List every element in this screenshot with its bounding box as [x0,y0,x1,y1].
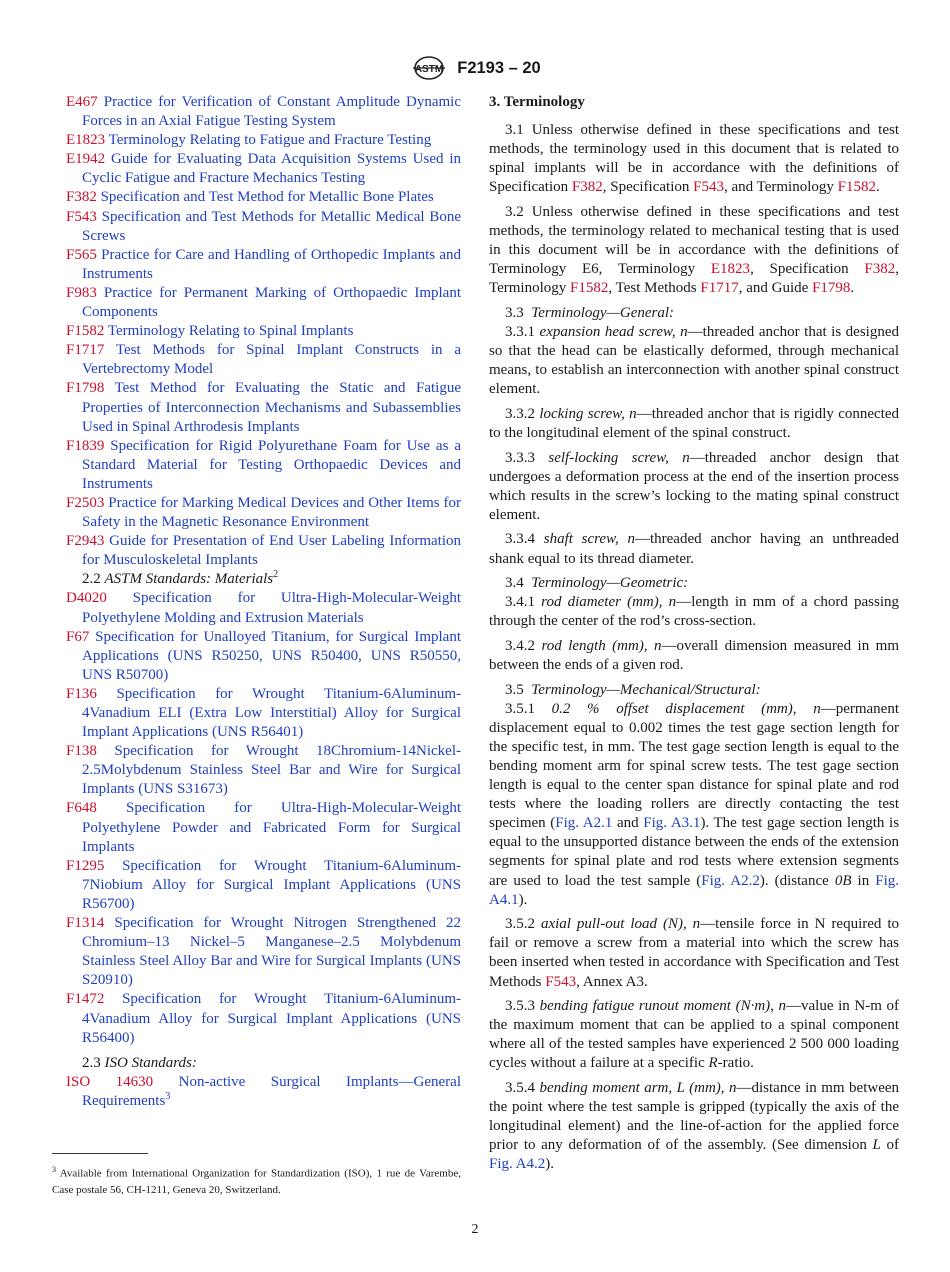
link-fig-a4-1[interactable]: Fig. A4.1 [489,872,900,908]
reference-title-link[interactable]: Terminology Relating to Spinal Implants [107,323,354,340]
reference-item [66,799,461,856]
reference-code-link[interactable]: F2943 [66,533,105,550]
materials-standards-list [66,589,461,1047]
subsection-2-2-heading: 2.2 ASTM Standards: Materials$^2$ [82,569,279,588]
reference-item [66,532,461,570]
reference-item [66,150,461,188]
link-fig-a3-1[interactable]: Fig. A3.1 [643,815,701,832]
reference-item [66,494,461,532]
heading-3-4: 3.4 Terminology—Geometric: [505,575,689,592]
right-column [489,93,899,1180]
reference-code-link[interactable]: F2503 [66,494,105,511]
paragraph-3-2: 3.2 Unless otherwise defined in these specifications and test methods, the terminology related to mechanical testing that is used in this document will be in accordance with the definitions of Terminology E6, Terminology E1823, Specification F382, Terminology F1582, Test Methods F1717, and Guide F1798. [489,203,900,297]
reference-code-link[interactable]: F382 [66,189,97,206]
definition-3-5-4: 3.5.4 bending moment arm, L (mm), n—distance in mm between the point where the test sample is gripped (typically the axis of the longitudinal element) and the line-of-action for the applied force prior to any deformation of of the assembly. (See dimension L of Fig. A4.2). [489,1080,900,1173]
definition-3-3-3: 3.3.3 self-locking screw, n—threaded anchor design that undergoes a deformation process at the end of the insertion process which results in the screw’s locking to the mating spinal construct element. [489,449,899,523]
reference-item [66,914,461,990]
reference-item [66,246,461,284]
reference-title-link[interactable]: Specification for Wrought Titanium-6Aluminum-4Vanadium Alloy for Surgical Implant Applications (UNS R56400) [82,991,462,1046]
link-fig-a2-1[interactable]: Fig. A2.1 [555,815,613,832]
svg-text:ASTM: ASTM [415,64,444,75]
section-3-title: 3. Terminology [489,94,585,110]
reference-title-link[interactable]: Test Methods for Spinal Implant Constructs in a Vertebrectomy Model [82,342,461,378]
reference-item [66,685,461,742]
reference-code-link[interactable]: E1823 [66,132,106,149]
reference-code-link[interactable]: F136 [66,685,97,702]
definition-3-5-1: 3.5.1 0.2 % offset displacement (mm), n—permanent displacement equal to 0.002 times the test gage section length for the specific test, in mm. The test gage section length is equal to the bending moment arm for spinal screw tests. The test gage section length is equal to the center span distance for spinal plate and rod tests where the loading rollers are directly contacting the test specimen (Fig. A2.1 and Fig. A3.1). The test gage section length is equal to the unsupported distance between the ends of the extension segments for spinal plate and rod tests where extension segments are used to load the test sample (Fig. A2.2). (distance 0B in Fig. A4.1). [489,700,900,908]
definition-3-4-2: 3.4.2 rod length (mm), n—overall dimension measured in mm between the ends of a given rod. [489,637,899,674]
reference-item [66,857,461,914]
footnote-divider [52,1153,148,1154]
link-f382[interactable]: F382 [864,261,896,278]
subsection-2-3-heading: 2.3 ISO Standards: [82,1054,197,1071]
heading-3-3: 3.3 Terminology—General: [505,304,675,321]
reference-code-link[interactable]: F1798 [66,380,105,397]
link-f1582[interactable]: F1582 [570,280,609,297]
paragraph-3-1: 3.1 Unless otherwise defined in these specifications and test methods, the terminology used in this document that is related to spinal implants will be in accordance with the definitions of Specification F382, Specification F543, and Terminology F1582. [489,122,899,196]
reference-code-link[interactable]: F1314 [66,915,105,932]
document-id: F2193 – 20 [457,58,541,77]
link-e1823[interactable]: E1823 [710,261,751,278]
reference-code-link[interactable]: D4020 [66,590,107,607]
reference-title-link[interactable]: Test Method for Evaluating the Static and Fatigue Properties of Interconnection Mechanisms and Subassemblies Used in Spinal Arthrodesis Implants [82,380,461,435]
reference-title-link[interactable]: Specification for Wrought Nitrogen Strengthened 22 Chromium–13 Nickel–5 Manganese–2.5 Molybdenum Stainless Steel Alloy Bar and Wire for Surgical Implants (UNS S20910) [82,915,462,989]
definition-3-3-4: 3.3.4 shaft screw, n—threaded anchor having an unthreaded shank equal to its thread diameter. [489,531,900,567]
reference-code-link[interactable]: ISO 14630 [66,1073,154,1090]
link-fig-a2-2[interactable]: Fig. A2.2 [701,872,760,889]
reference-title-link[interactable]: Practice for Permanent Marking of Orthopaedic Implant Components [82,284,462,321]
definition-3-3-1: 3.3.1 expansion head screw, n—threaded anchor that is designed so that the head can be elastically deformed, through mechanical means, to establish an interconnection with another spinal construct element. [489,324,900,398]
heading-3-5: 3.5 Terminology—Mechanical/Structural: [505,681,761,698]
astm-logo-icon [409,56,449,80]
reference-item [66,990,461,1047]
link-f543[interactable]: F543 [545,973,577,990]
reference-item [66,628,461,685]
reference-title-link[interactable]: Specification and Test Methods for Metallic Medical Bone Screws [82,208,461,244]
reference-code-link[interactable]: F1582 [66,323,105,340]
iso-standards-list [66,1073,461,1111]
reference-title-link[interactable]: Guide for Presentation of End User Labeling Information for Musculoskeletal Implants [82,533,461,569]
link-f1717[interactable]: F1717 [700,280,739,297]
reference-title-link[interactable]: Practice for Verification of Constant Amplitude Dynamic Forces in an Axial Fatigue Testing System [82,94,461,130]
reference-title-link[interactable]: Specification for Wrought 18Chromium-14Nickel-2.5Molybdenum Stainless Steel Bar and Wire for Surgical Implants (UNS S31673) [82,743,461,798]
reference-item [66,379,461,436]
reference-item [66,208,461,246]
reference-title-link[interactable]: Specification for Ultra-High-Molecular-Weight Polyethylene Molding and Extrusion Materials [82,590,461,626]
reference-item [66,1073,461,1111]
reference-code-link[interactable]: F1295 [66,857,105,874]
reference-code-link[interactable]: F138 [66,743,97,760]
definition-3-5-3: 3.5.3 bending fatigue runout moment (N·m), n—value in N-m of the maximum moment that can be applied to a spinal component where all of the tested samples have experienced 2 500 000 loading cycles without a failure at a specific R-ratio. [489,998,900,1072]
reference-item [66,341,461,379]
reference-code-link[interactable]: F1472 [66,991,105,1008]
reference-title-link[interactable]: Specification for Wrought Titanium-6Aluminum-4Vanadium ELI (Extra Low Interstitial) Alloy for Surgical Implant Applications (UNS R56401) [82,685,462,741]
reference-title-link[interactable]: Specification for Rigid Polyurethane Foam for Use as a Standard Material for Testing Orthopaedic Devices and Instruments [82,437,461,492]
reference-title-link[interactable]: Practice for Care and Handling of Orthopedic Implants and Instruments [82,246,462,282]
reference-title-link[interactable]: Specification and Test Method for Metallic Bone Plates [100,189,434,206]
reference-title-link[interactable]: Terminology Relating to Fatigue and Fracture Testing [108,132,432,149]
reference-item [66,93,461,131]
reference-item [66,589,461,627]
footnote: $^3$ Available from International Organization for Standardization (ISO), 1 rue de Varembe, Case postale 56, CH-1211, Geneva 20, Switzerland. [52,1165,461,1196]
definition-3-5-2: 3.5.2 axial pull-out load (N), n—tensile force in N required to fail or remove a screw from a material into which the screw has been inserted when tested in accordance with Specification and Test Methods F543, Annex A3. [489,916,900,990]
reference-code-link[interactable]: E467 [66,94,98,110]
reference-title-link[interactable]: Practice for Marking Medical Devices and Other Items for Safety in the Magnetic Resonance Environment [82,494,461,531]
reference-title-link[interactable]: Guide for Evaluating Data Acquisition Systems Used in Cyclic Fatigue and Fracture Mechanics Testing [82,151,461,187]
reference-title-link[interactable]: Specification for Ultra-High-Molecular-Weight Polyethylene Powder and Fabricated Form for Surgical Implants [82,800,461,855]
reference-code-link[interactable]: F1839 [66,437,105,454]
reference-title-link[interactable]: Specification for Wrought Titanium-6Aluminum-7Niobium Alloy for Surgical Implant Applications (UNS R56700) [82,857,462,912]
reference-item [66,437,461,494]
link-f543[interactable]: F543 [693,179,724,196]
reference-title-link[interactable]: Non-active Surgical Implants—General Requirements [82,1073,461,1109]
reference-item [66,188,461,207]
reference-code-link[interactable]: F983 [66,284,97,301]
reference-code-link[interactable]: E1942 [66,151,106,168]
reference-item [66,284,461,322]
reference-item [66,742,461,799]
definition-3-4-1: 3.4.1 rod diameter (mm), n—length in mm of a chord passing through the center of the rod’s cross-section. [489,594,899,630]
reference-code-link[interactable]: F67 [66,628,90,645]
definition-3-3-2: 3.3.2 locking screw, n—threaded anchor that is rigidly connected to the longitudinal element of the spinal construct. [489,405,899,441]
reference-code-link[interactable]: F543 [66,208,97,225]
link-fig-a4-2[interactable]: Fig. A4.2 [489,1156,546,1173]
reference-title-link[interactable]: Specification for Unalloyed Titanium, for Surgical Implant Applications (UNS R50250, UNS R50400, UNS R50550, UNS R50700) [82,628,462,683]
footnote-marker: 3 [165,1090,171,1102]
link-f1798[interactable]: F1798 [812,280,851,297]
reference-item [66,322,461,341]
page-number: 2 [471,1222,479,1237]
reference-item [66,131,461,150]
reference-code-link[interactable]: F565 [66,246,97,263]
page-header [0,56,950,80]
reference-code-link[interactable]: F648 [66,800,97,817]
left-column [66,93,461,1111]
link-f382[interactable]: F382 [571,179,603,196]
link-f1582[interactable]: F1582 [837,179,876,196]
reference-code-link[interactable]: F1717 [66,342,105,359]
referenced-documents-list [66,93,461,570]
